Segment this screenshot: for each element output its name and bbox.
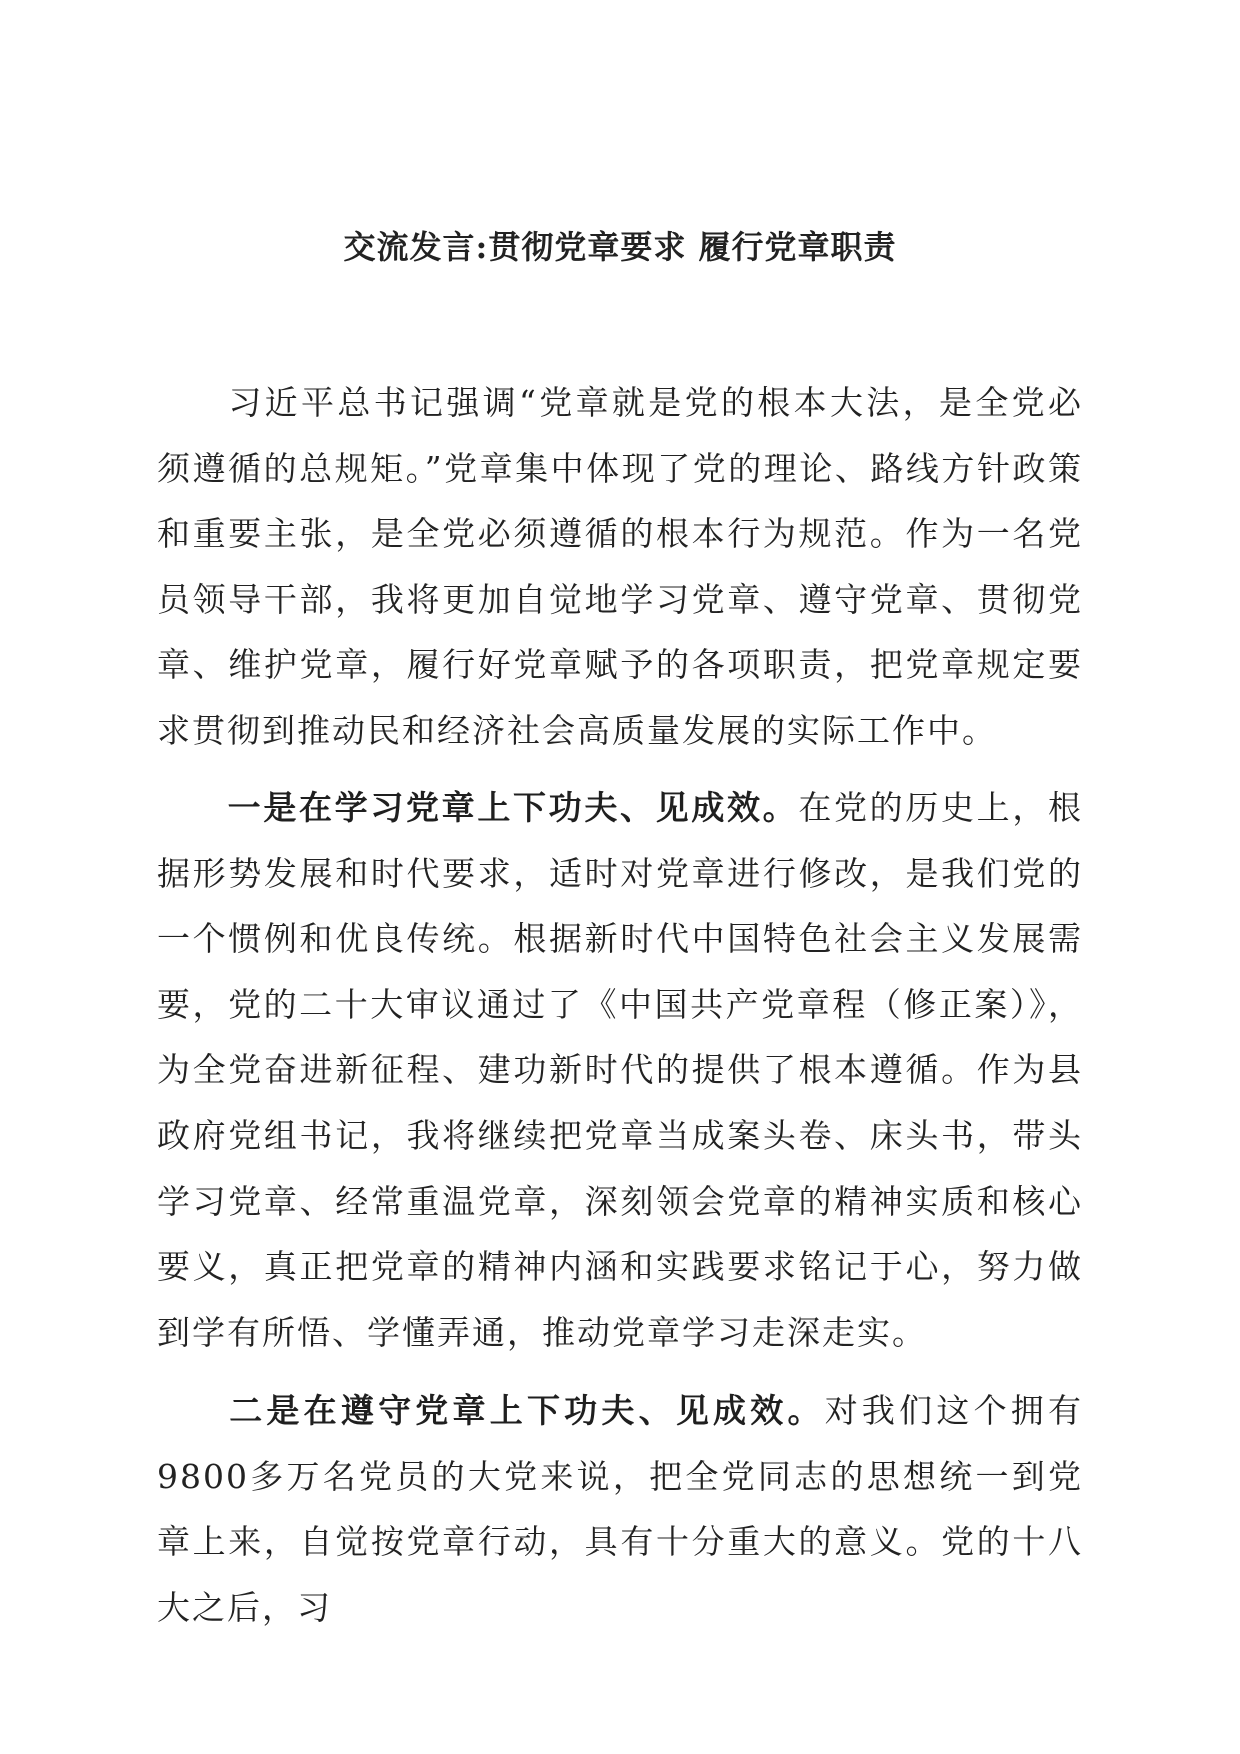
paragraph-intro-text: 习近平总书记强调“党章就是党的根本大法，是全党必须遵循的总规矩。”党章集中体现了党的理论、路线方针政策和重要主张，是全党必须遵循的根本行为规范。作为一名党员领导干部，我将更加自觉地学习党章、遵守党章、贯彻党章、维护党章，履行好党章赋予的各项职责，把党章规定要求贯彻到推动民和经济社会高质量发展的实际工作中。 (157, 383, 1083, 750)
paragraph-intro (157, 370, 1083, 764)
paragraph-point-one (157, 775, 1083, 1365)
paragraph-point-one-heading: 一是在学习党章上下功夫、见成效。 (227, 788, 799, 827)
paragraph-point-two-heading: 二是在遵守党章上下功夫、见成效。 (227, 1391, 825, 1430)
paragraph-point-one-text: 在党的历史上，根据形势发展和时代要求，适时对党章进行修改，是我们党的一个惯例和优良传统。根据新时代中国特色社会主义发展需要，党的二十大审议通过了《中国共产党章程（修正案）》，为全党奋进新征程、建功新时代的提供了根本遵循。作为县政府党组书记，我将继续把党章当成案头卷、床头书，带头学习党章、经常重温党章，深刻领会党章的精神实质和核心要义，真正把党章的精神内涵和实践要求铭记于心，努力做到学有所悟、学懂弄通，推动党章学习走深走实。 (157, 788, 1084, 1352)
document-title: 交流发言:贯彻党章要求 履行党章职责 (343, 228, 897, 266)
paragraph-point-two (157, 1378, 1083, 1640)
paragraph-point-two-text: 对我们这个拥有9800多万名党员的大党来说，把全党同志的思想统一到党章上来，自觉按党章行动，具有十分重大的意义。党的十八大之后，习 (157, 1391, 1084, 1627)
